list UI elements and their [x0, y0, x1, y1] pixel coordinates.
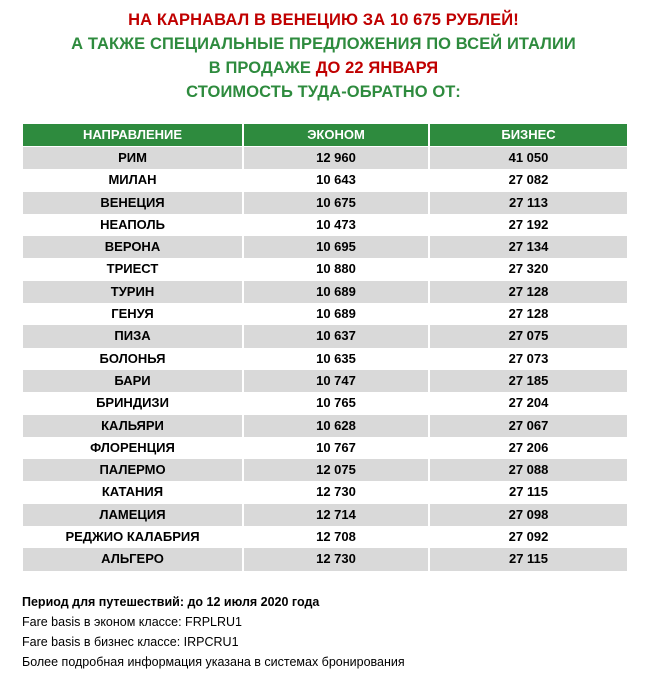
cell-economy-price: 10 689	[244, 281, 428, 303]
cell-economy-price: 12 075	[244, 459, 428, 481]
column-header-destination: НАПРАВЛЕНИЕ	[23, 124, 242, 146]
cell-destination: ФЛОРЕНЦИЯ	[90, 439, 175, 455]
column-header-business: БИЗНЕС	[430, 124, 627, 146]
cell-destination: РЕДЖИО КАЛАБРИЯ	[65, 529, 200, 545]
cell-business-price: 27 092	[508, 529, 549, 545]
fare-basis-economy: Fare basis в эконом классе: FRPLRU1	[22, 615, 243, 629]
cell-destination: РИМ	[23, 147, 242, 169]
table-row	[23, 147, 627, 169]
headline-roundtrip-price: СТОИМОСТЬ ТУДА-ОБРАТНО ОТ:	[186, 83, 461, 101]
cell-business-price: 27 320	[508, 261, 549, 277]
more-info-note: Более подробная информация указана в системах бронирования	[22, 655, 405, 669]
column-header-economy: ЭКОНОМ	[244, 124, 428, 146]
cell-economy-price: 10 628	[244, 415, 428, 437]
cell-business-price: 27 206	[508, 439, 549, 455]
cell-destination: ПИЗА	[23, 325, 242, 347]
cell-economy-price: 10 473	[316, 216, 356, 232]
cell-destination: КАЛЬЯРИ	[23, 415, 242, 437]
travel-period: Период для путешествий: до 12 июля 2020 года	[22, 595, 320, 609]
cell-economy-price: 10 747	[244, 370, 428, 392]
cell-business-price: 27 073	[508, 350, 549, 366]
table-row	[23, 392, 627, 414]
cell-destination: КАТАНИЯ	[101, 484, 164, 500]
cell-economy-price: 10 635	[316, 350, 356, 366]
cell-economy-price: 12 708	[316, 529, 356, 545]
cell-business-price: 27 128	[508, 306, 549, 322]
cell-destination: ЛАМЕЦИЯ	[23, 504, 242, 526]
table-row	[23, 303, 627, 325]
table-row	[23, 481, 627, 503]
cell-destination: ВЕРОНА	[23, 236, 242, 258]
cell-destination: ПАЛЕРМО	[23, 459, 242, 481]
cell-destination: БАРИ	[23, 370, 242, 392]
table-header-row	[23, 124, 627, 146]
cell-economy-price: 10 637	[244, 325, 428, 347]
cell-business-price: 27 128	[430, 281, 627, 303]
cell-economy-price: 10 675	[244, 192, 428, 214]
cell-business-price: 27 067	[430, 415, 627, 437]
cell-economy-price: 10 643	[316, 172, 356, 188]
cell-business-price: 27 082	[508, 172, 549, 188]
cell-economy-price: 12 960	[244, 147, 428, 169]
cell-business-price: 27 115	[508, 484, 549, 500]
table-row	[23, 281, 627, 303]
cell-business-price: 27 113	[430, 192, 627, 214]
table-row	[23, 192, 627, 214]
table-row	[23, 348, 627, 370]
cell-economy-price: 10 765	[316, 395, 356, 411]
cell-economy-price: 12 714	[244, 504, 428, 526]
table-row	[23, 258, 627, 280]
cell-economy-price: 10 880	[316, 261, 356, 277]
cell-business-price: 27 134	[430, 236, 627, 258]
cell-economy-price: 12 730	[244, 548, 428, 570]
table-row	[23, 370, 627, 392]
cell-destination: ГЕНУЯ	[111, 306, 154, 322]
headline-special-offers: А ТАКЖЕ СПЕЦИАЛЬНЫЕ ПРЕДЛОЖЕНИЯ ПО ВСЕЙ ИТАЛИИ	[71, 35, 576, 53]
table-row	[23, 415, 627, 437]
cell-business-price: 27 088	[430, 459, 627, 481]
cell-business-price: 27 115	[430, 548, 627, 570]
table-row	[23, 548, 627, 570]
cell-economy-price: 12 730	[316, 484, 356, 500]
headline-sale-period	[0, 56, 647, 80]
cell-business-price: 27 204	[508, 395, 549, 411]
footer-notes	[22, 592, 405, 672]
cell-destination: НЕАПОЛЬ	[100, 216, 165, 232]
cell-destination: МИЛАН	[108, 172, 157, 188]
cell-destination: ВЕНЕЦИЯ	[23, 192, 242, 214]
table-row	[23, 325, 627, 347]
promo-header	[0, 8, 647, 104]
sale-deadline: ДО 22 ЯНВАРЯ	[315, 59, 439, 77]
table-row	[23, 169, 627, 191]
cell-business-price: 41 050	[430, 147, 627, 169]
cell-business-price: 27 098	[430, 504, 627, 526]
table-row	[23, 459, 627, 481]
cell-destination: БОЛОНЬЯ	[99, 350, 166, 366]
table-row	[23, 236, 627, 258]
sale-prefix: В ПРОДАЖЕ	[208, 59, 316, 77]
table-row	[23, 437, 627, 459]
cell-destination: ТРИЕСТ	[106, 261, 159, 277]
cell-business-price: 27 192	[508, 216, 549, 232]
cell-business-price: 27 185	[430, 370, 627, 392]
headline-carnival: НА КАРНАВАЛ В ВЕНЕЦИЮ ЗА 10 675 РУБЛЕЙ!	[128, 11, 519, 29]
cell-business-price: 27 075	[430, 325, 627, 347]
cell-economy-price: 10 695	[244, 236, 428, 258]
cell-destination: АЛЬГЕРО	[23, 548, 242, 570]
table-row	[23, 214, 627, 236]
cell-destination: БРИНДИЗИ	[96, 395, 169, 411]
table-row	[23, 504, 627, 526]
fare-basis-business: Fare basis в бизнес классе: IRPCRU1	[22, 635, 239, 649]
fares-table	[23, 124, 627, 571]
table-body	[23, 147, 627, 571]
table-row	[23, 526, 627, 548]
cell-economy-price: 10 689	[316, 306, 356, 322]
cell-destination: ТУРИН	[23, 281, 242, 303]
cell-economy-price: 10 767	[316, 439, 356, 455]
